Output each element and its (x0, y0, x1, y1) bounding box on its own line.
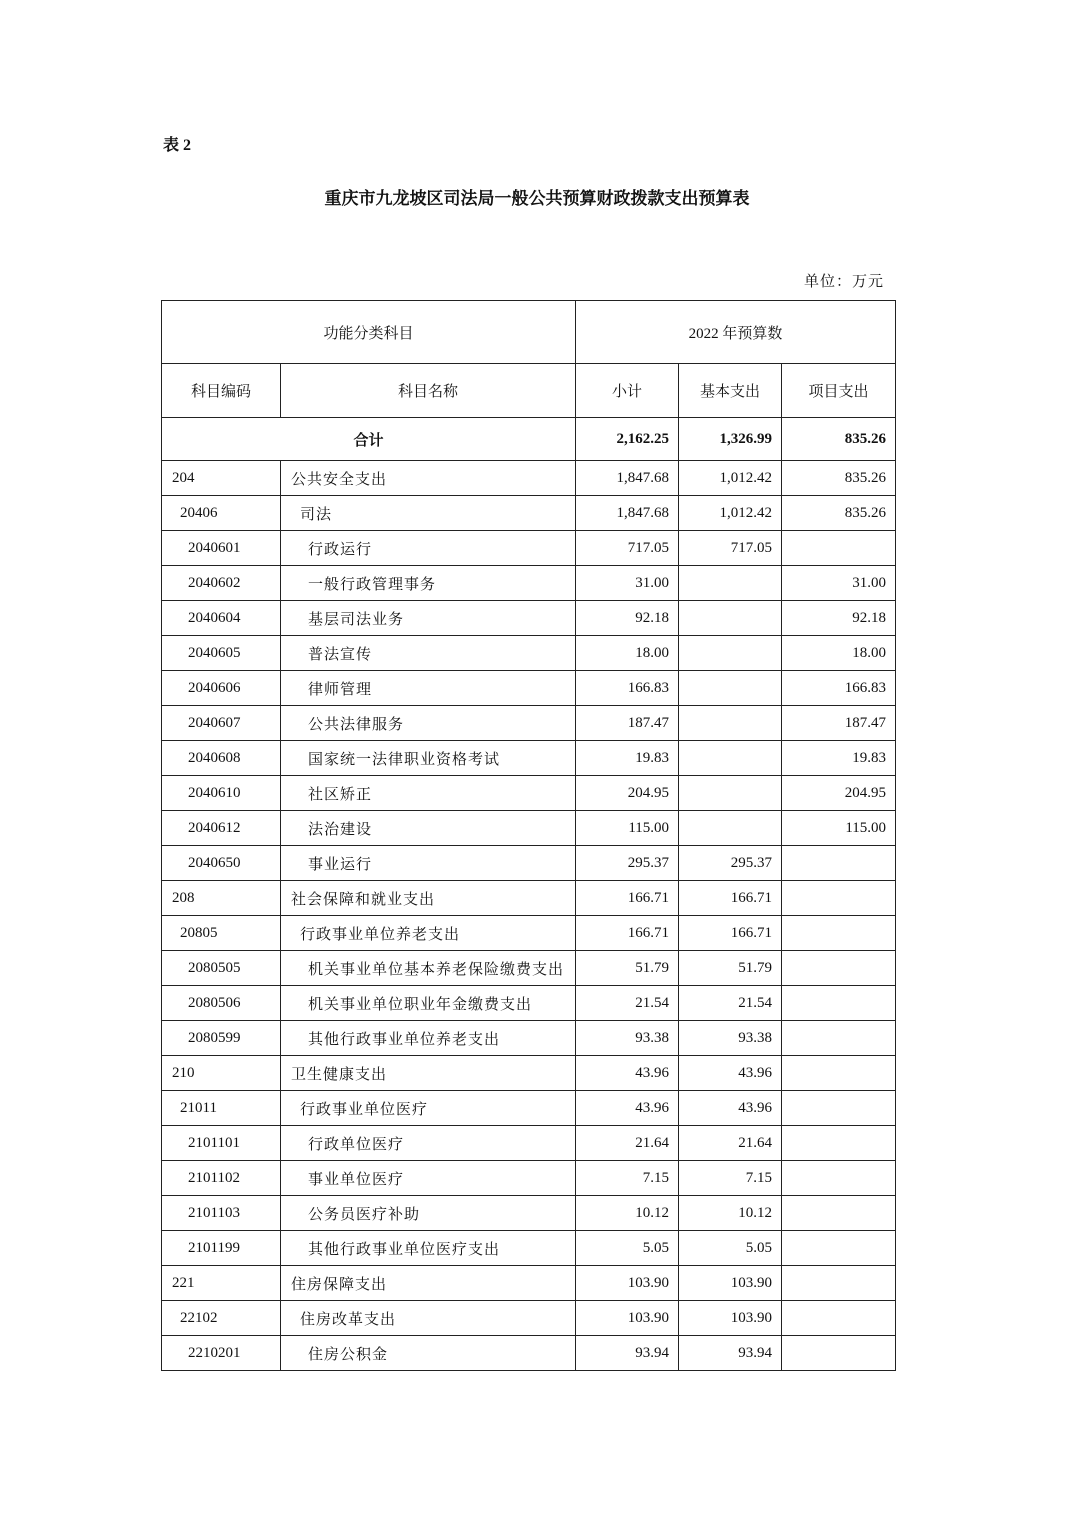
header-subtotal: 小计 (576, 364, 679, 418)
row-name: 事业单位医疗 (281, 1161, 576, 1196)
table-row (162, 531, 896, 566)
row-project (782, 531, 896, 566)
table-row (162, 1021, 896, 1056)
row-subtotal: 166.71 (576, 916, 679, 951)
header-code: 科目编码 (162, 364, 281, 418)
row-basic: 21.64 (679, 1126, 782, 1161)
header-row-1 (162, 301, 896, 364)
row-code: 20406 (162, 496, 281, 531)
row-name: 公共安全支出 (281, 461, 576, 496)
row-code: 2101199 (162, 1231, 281, 1266)
row-subtotal: 204.95 (576, 776, 679, 811)
row-name: 行政单位医疗 (281, 1126, 576, 1161)
row-name: 机关事业单位职业年金缴费支出 (281, 986, 576, 1021)
row-code: 2080599 (162, 1021, 281, 1056)
row-name: 行政运行 (281, 531, 576, 566)
table-row (162, 776, 896, 811)
total-basic: 1,326.99 (679, 418, 782, 461)
row-project: 19.83 (782, 741, 896, 776)
row-subtotal: 43.96 (576, 1056, 679, 1091)
row-code: 2040602 (162, 566, 281, 601)
row-basic (679, 706, 782, 741)
table-row (162, 811, 896, 846)
row-subtotal: 103.90 (576, 1301, 679, 1336)
table-row (162, 916, 896, 951)
row-basic (679, 811, 782, 846)
row-subtotal: 166.71 (576, 881, 679, 916)
row-basic: 5.05 (679, 1231, 782, 1266)
row-basic: 1,012.42 (679, 461, 782, 496)
row-name: 住房公积金 (281, 1336, 576, 1371)
row-subtotal: 19.83 (576, 741, 679, 776)
header-func-class: 功能分类科目 (162, 301, 576, 364)
row-subtotal: 166.83 (576, 671, 679, 706)
table-row (162, 951, 896, 986)
row-project (782, 1056, 896, 1091)
row-basic (679, 636, 782, 671)
row-name: 司法 (281, 496, 576, 531)
row-basic: 166.71 (679, 881, 782, 916)
row-name: 住房改革支出 (281, 1301, 576, 1336)
row-basic: 717.05 (679, 531, 782, 566)
table-row (162, 1091, 896, 1126)
header-name: 科目名称 (281, 364, 576, 418)
row-code: 2101101 (162, 1126, 281, 1161)
row-name: 其他行政事业单位医疗支出 (281, 1231, 576, 1266)
row-name: 行政事业单位医疗 (281, 1091, 576, 1126)
page-title: 重庆市九龙坡区司法局一般公共预算财政拨款支出预算表 (324, 189, 750, 208)
row-code: 208 (162, 881, 281, 916)
header-budget-year: 2022 年预算数 (576, 301, 896, 364)
row-project: 835.26 (782, 496, 896, 531)
table-row (162, 1301, 896, 1336)
table-row (162, 1056, 896, 1091)
row-name: 律师管理 (281, 671, 576, 706)
row-subtotal: 92.18 (576, 601, 679, 636)
row-project: 31.00 (782, 566, 896, 601)
row-project (782, 1021, 896, 1056)
row-project (782, 916, 896, 951)
row-project: 115.00 (782, 811, 896, 846)
table-row (162, 881, 896, 916)
row-project (782, 1336, 896, 1371)
row-basic: 43.96 (679, 1091, 782, 1126)
table-row (162, 741, 896, 776)
total-row (162, 418, 896, 461)
row-basic: 1,012.42 (679, 496, 782, 531)
row-basic: 295.37 (679, 846, 782, 881)
row-project (782, 1161, 896, 1196)
row-code: 204 (162, 461, 281, 496)
row-basic (679, 741, 782, 776)
table-row (162, 986, 896, 1021)
row-subtotal: 31.00 (576, 566, 679, 601)
table-row (162, 1231, 896, 1266)
row-code: 20805 (162, 916, 281, 951)
row-basic (679, 566, 782, 601)
row-subtotal: 51.79 (576, 951, 679, 986)
table-row (162, 1336, 896, 1371)
total-project: 835.26 (782, 418, 896, 461)
total-label: 合计 (162, 418, 576, 461)
header-basic: 基本支出 (679, 364, 782, 418)
table-label: 表 2 (163, 137, 192, 154)
row-basic: 166.71 (679, 916, 782, 951)
row-name: 事业运行 (281, 846, 576, 881)
table-row (162, 636, 896, 671)
row-code: 2040612 (162, 811, 281, 846)
row-subtotal: 103.90 (576, 1266, 679, 1301)
row-project: 92.18 (782, 601, 896, 636)
row-project (782, 1266, 896, 1301)
unit-label: 单位：万元 (803, 274, 884, 290)
row-code: 2101102 (162, 1161, 281, 1196)
row-subtotal: 7.15 (576, 1161, 679, 1196)
row-name: 公共法律服务 (281, 706, 576, 741)
row-basic: 7.15 (679, 1161, 782, 1196)
row-subtotal: 1,847.68 (576, 496, 679, 531)
row-project (782, 846, 896, 881)
row-code: 2040605 (162, 636, 281, 671)
row-code: 2040604 (162, 601, 281, 636)
row-project (782, 951, 896, 986)
row-name: 社区矫正 (281, 776, 576, 811)
row-project (782, 1301, 896, 1336)
row-name: 住房保障支出 (281, 1266, 576, 1301)
row-basic (679, 671, 782, 706)
row-code: 210 (162, 1056, 281, 1091)
row-subtotal: 187.47 (576, 706, 679, 741)
row-basic: 103.90 (679, 1266, 782, 1301)
row-subtotal: 21.64 (576, 1126, 679, 1161)
row-subtotal: 93.38 (576, 1021, 679, 1056)
row-code: 2101103 (162, 1196, 281, 1231)
row-project: 835.26 (782, 461, 896, 496)
row-code: 2040608 (162, 741, 281, 776)
row-subtotal: 93.94 (576, 1336, 679, 1371)
row-name: 基层司法业务 (281, 601, 576, 636)
row-subtotal: 5.05 (576, 1231, 679, 1266)
table-row (162, 461, 896, 496)
row-basic: 21.54 (679, 986, 782, 1021)
row-basic: 93.38 (679, 1021, 782, 1056)
row-basic: 93.94 (679, 1336, 782, 1371)
table-row (162, 1196, 896, 1231)
table-row (162, 1266, 896, 1301)
row-name: 卫生健康支出 (281, 1056, 576, 1091)
total-subtotal: 2,162.25 (576, 418, 679, 461)
header-row-2 (162, 364, 896, 418)
row-name: 国家统一法律职业资格考试 (281, 741, 576, 776)
row-code: 2210201 (162, 1336, 281, 1371)
row-subtotal: 10.12 (576, 1196, 679, 1231)
row-name: 法治建设 (281, 811, 576, 846)
table-row (162, 706, 896, 741)
row-basic: 51.79 (679, 951, 782, 986)
table-row (162, 1126, 896, 1161)
row-project: 18.00 (782, 636, 896, 671)
row-project (782, 1091, 896, 1126)
row-subtotal: 115.00 (576, 811, 679, 846)
row-project (782, 1126, 896, 1161)
row-project: 166.83 (782, 671, 896, 706)
table-row (162, 566, 896, 601)
row-code: 22102 (162, 1301, 281, 1336)
row-code: 2080505 (162, 951, 281, 986)
table-row (162, 601, 896, 636)
row-basic: 103.90 (679, 1301, 782, 1336)
row-subtotal: 18.00 (576, 636, 679, 671)
row-basic: 10.12 (679, 1196, 782, 1231)
row-name: 其他行政事业单位养老支出 (281, 1021, 576, 1056)
row-code: 21011 (162, 1091, 281, 1126)
row-name: 普法宣传 (281, 636, 576, 671)
row-subtotal: 295.37 (576, 846, 679, 881)
row-name: 一般行政管理事务 (281, 566, 576, 601)
row-basic (679, 776, 782, 811)
row-project (782, 1231, 896, 1266)
row-code: 2040601 (162, 531, 281, 566)
row-subtotal: 717.05 (576, 531, 679, 566)
row-basic: 43.96 (679, 1056, 782, 1091)
row-code: 2040610 (162, 776, 281, 811)
header-project: 项目支出 (782, 364, 896, 418)
row-name: 机关事业单位基本养老保险缴费支出 (281, 951, 576, 986)
row-code: 2080506 (162, 986, 281, 1021)
table-row (162, 496, 896, 531)
row-code: 2040606 (162, 671, 281, 706)
row-code: 2040607 (162, 706, 281, 741)
row-subtotal: 1,847.68 (576, 461, 679, 496)
row-project (782, 986, 896, 1021)
row-name: 行政事业单位养老支出 (281, 916, 576, 951)
budget-table (161, 300, 896, 1371)
row-project (782, 1196, 896, 1231)
table-row (162, 671, 896, 706)
row-subtotal: 43.96 (576, 1091, 679, 1126)
row-name: 社会保障和就业支出 (281, 881, 576, 916)
row-project (782, 881, 896, 916)
row-subtotal: 21.54 (576, 986, 679, 1021)
row-basic (679, 601, 782, 636)
row-project: 187.47 (782, 706, 896, 741)
row-code: 221 (162, 1266, 281, 1301)
table-row (162, 1161, 896, 1196)
row-project: 204.95 (782, 776, 896, 811)
row-code: 2040650 (162, 846, 281, 881)
table-row (162, 846, 896, 881)
row-name: 公务员医疗补助 (281, 1196, 576, 1231)
